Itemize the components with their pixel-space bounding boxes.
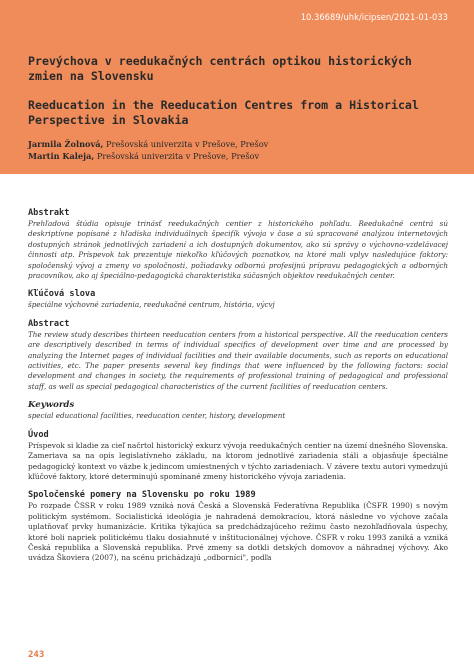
section-text: Po rozpade ČSSR v roku 1989 vzniká nová Česká a Slovenská Federatívna Republika (ČSFR 1990) s novým politickým systémom. Socialistická ideológia je nahradená demokraciou, ktorá následne vo výchove začala uplatňovať prvky humanizácie. Kritika týkajúca sa predchádzajúceho režimu často nezohľadňovala úspechy, ktoré boli napriek politickému tlaku dosiahnuté v inštitucionálnej výchove. ČSFR v roku 1993 zaniká a vzniká Česká republika a Slovenská republika. Prvé zmeny sa dotkli detských domovov a náhradnej výchovy. Ako uvádza Škoviera (2007), na scénu prichádzajú „odborníci", podľa: [28, 501, 448, 563]
abstrakt-heading: Abstrakt: [28, 208, 70, 218]
author-name: Jarmila Žolnová,: [28, 139, 104, 149]
keywords-text: special educational facilities, reeducation center, history, development: [28, 411, 286, 421]
keywords-heading: Keywords: [28, 400, 75, 411]
abstrakt-text: Prehľadová štúdia opisuje trinásť reedukačných centier z historického pohľadu. Reedukačné centrá sú deskriptívne popísané z hľadiska individuálnych špecifík vývoja v čase a sú spracované analýzou internetových dostupných stránok jednotlivých zariadení a ich dostupných dokumentov, ako sú správy o výchovno-vzdelávacej činnosti atp. Príspevok tak prezentuje niekoľko kľúčových poznatkov, na ktoré mali vplyv nasledujúce faktory: spoločenský vývoj a zmeny vo spoločnosti, požiadavky odbornú profesijnú prípravu pedagogických a odborných pracovníkov, ako aj špeciálno-pedagogická charakteristika súčasných objektov reedukačných center.: [28, 219, 448, 281]
intro-text: Príspevok si kladie za cieľ načrtol historický exkurz vývoja reedukačných centier na území dnešného Slovenska. Zameriava sa na opis legislatívneho základu, na ktorom jednotlivé zariadenia stáli a objasňuje špeciálne pedagogický kontext vo väzbe k jedincom umiestnených v týchto zariadeniach. V závere textu autori vymedzujú kľúčové faktory, ktoré determinujú spomínané zmeny historického vývoja zariadenia.: [28, 440, 448, 481]
doi[interactable]: 10.36689/uhk/icipsen/2021-01-033: [300, 12, 448, 22]
author-name: Martin Kaleja,: [28, 150, 95, 161]
title-english: Reeducation in the Reeducation Centres from a Historical Perspective in Slovakia: [28, 98, 419, 127]
intro-heading: Úvod: [28, 429, 49, 440]
title-slovak: Prevýchova v reedukačných centrách optikou historických zmien na Slovensku: [28, 54, 412, 83]
keywords-sk-text: špeciálne výchovné zariadenia, reedukačné centrum, história, výcvj: [28, 300, 275, 310]
title-banner: [0, 0, 474, 174]
abstract-text: The review study describes thirteen reeducation centers from a historical perspective. All the reeducation centers are descriptively described in terms of individual specifics of development over time and are processed by analyzing the Internet pages of individual facilities and their available documents, such as reports on educational activities, etc. The paper presents several key findings that were influenced by the following factors: social development and changes in society, the requirements of professional training of pedagogical and professional staff, as well as special pedagogical characteristics of the current facilities of reeducation centers.: [28, 329, 448, 391]
author-2: [28, 151, 268, 163]
keywords-sk-heading: Kľúčová slova: [28, 289, 96, 300]
author-1: [28, 139, 268, 151]
authors: [28, 139, 268, 162]
page-number: 243: [28, 650, 45, 660]
author-affiliation: Prešovská univerzita v Prešove, Prešov: [106, 139, 269, 149]
author-affiliation: Prešovská univerzita v Prešove, Prešov: [96, 150, 260, 161]
section-heading: Spoločenské pomery na Slovensku po roku 1989: [28, 490, 256, 501]
article-body: [28, 208, 448, 564]
abstract-heading: Abstract: [28, 318, 70, 329]
